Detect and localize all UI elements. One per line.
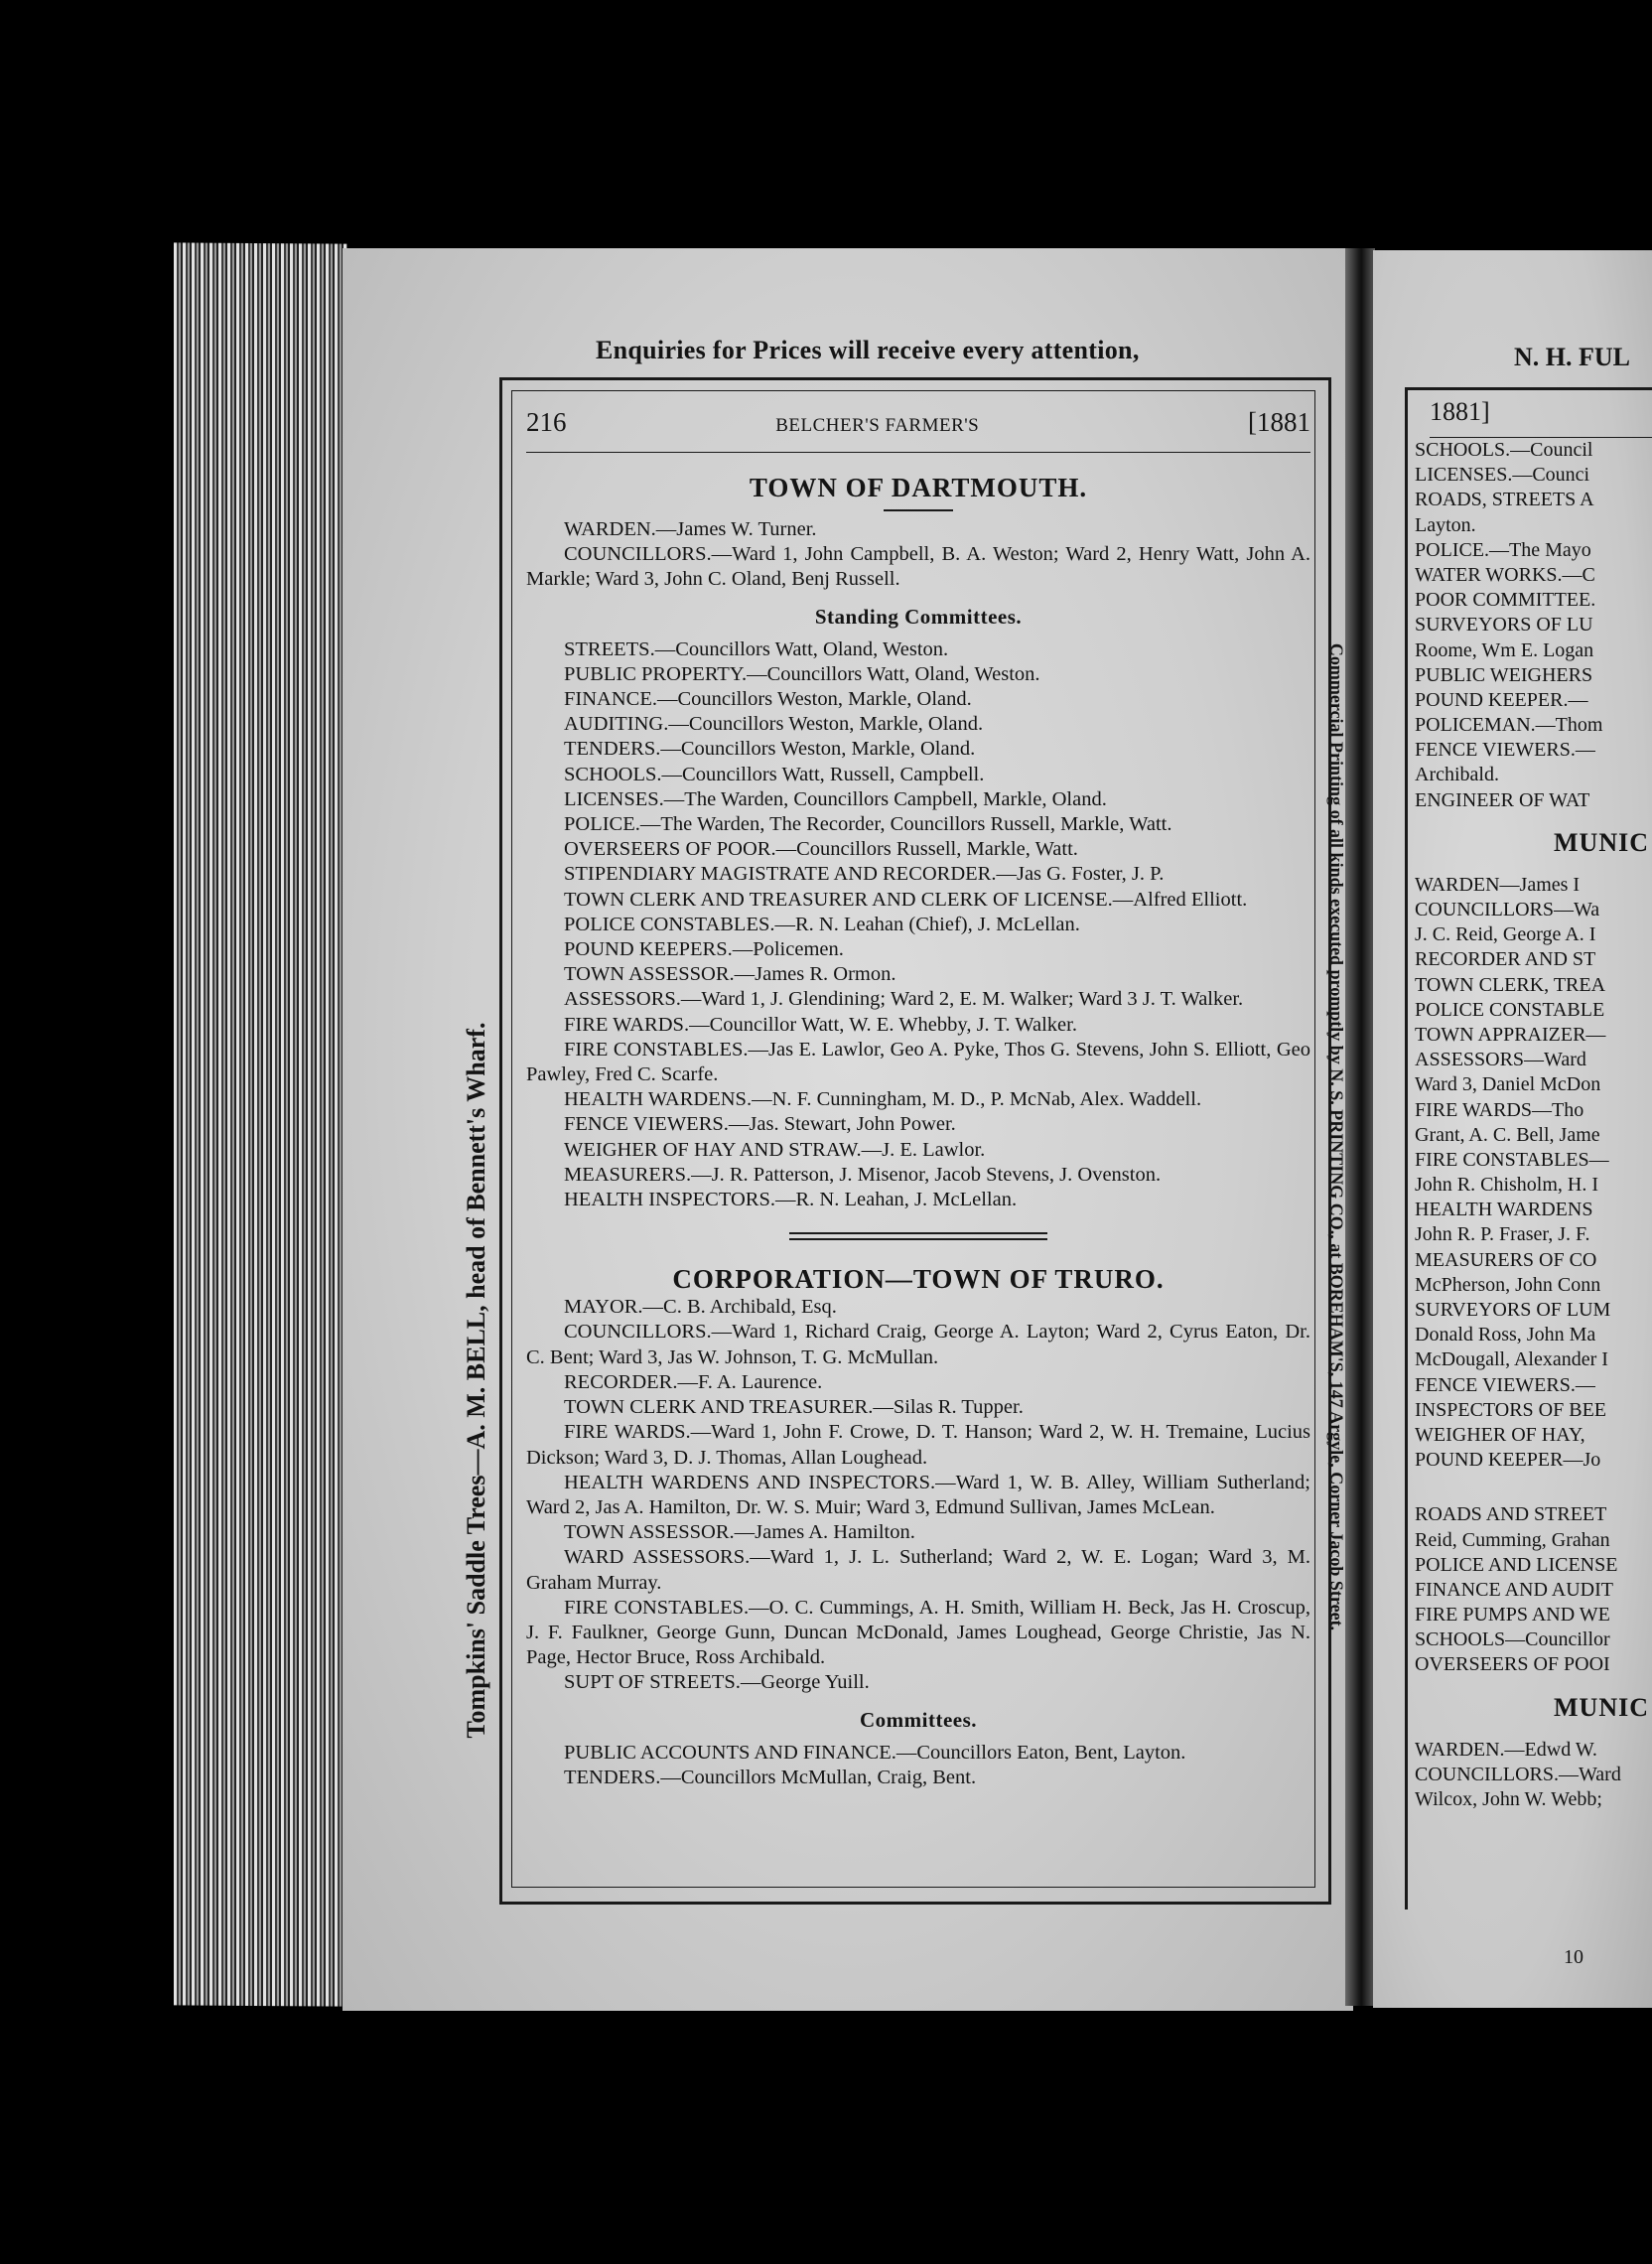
top-banner: Enquiries for Prices will receive every attention, (596, 336, 1140, 364)
directory-entry: SCHOOLS.—Councillors Watt, Russell, Campbell. (564, 763, 985, 785)
right-line: McDougall, Alexander I (1415, 1348, 1608, 1371)
right-line: Reid, Cumming, Grahan (1415, 1528, 1610, 1551)
dartmouth-entries (526, 637, 1310, 1213)
directory-entry: TENDERS.—Councillors McMullan, Craig, Bent. (564, 1766, 977, 1788)
right-line: Donald Ross, John Ma (1415, 1324, 1596, 1346)
section-title-dartmouth: TOWN OF DARTMOUTH. (749, 473, 1088, 502)
standing-committees-heading: Standing Committees. (814, 604, 1023, 629)
right-lines-d (1415, 1738, 1652, 1813)
right-line: Archibald. (1415, 764, 1499, 786)
right-line: HEALTH WARDENS (1415, 1199, 1593, 1221)
directory-entry: STIPENDIARY MAGISTRATE AND RECORDER.—Jas G. Foster, J. P. (564, 863, 1165, 886)
book-gutter (1345, 248, 1375, 2006)
directory-entry: POLICE CONSTABLES.—R. N. Leahan (Chief), J. McLellan. (564, 913, 1080, 935)
directory-entry: FENCE VIEWERS.—Jas. Stewart, John Power. (564, 1113, 956, 1136)
right-page-title: N. H. FUL (1514, 343, 1630, 371)
directory-entry: TOWN CLERK AND TREASURER AND CLERK OF LICENSE.—Alfred Elliott. (564, 888, 1248, 911)
directory-entry: MEASURERS.—J. R. Patterson, J. Misenor, Jacob Stevens, J. Ovenston. (564, 1163, 1162, 1186)
section-title-truro: CORPORATION—TOWN OF TRURO. (672, 1264, 1165, 1295)
directory-entry: AUDITING.—Councillors Weston, Markle, Oland. (564, 713, 984, 736)
directory-entry: TOWN ASSESSOR.—James R. Ormon. (564, 963, 896, 986)
right-line: FENCE VIEWERS.— (1415, 739, 1595, 762)
directory-entry: TOWN CLERK AND TREASURER.—Silas R. Tupper. (564, 1396, 1024, 1419)
right-line: SCHOOLS—Councillor (1415, 1628, 1610, 1651)
right-line: RECORDER AND ST (1415, 948, 1596, 971)
right-line: FINANCE AND AUDIT (1415, 1578, 1613, 1601)
right-line: ROADS, STREETS A (1415, 489, 1594, 511)
directory-entry: WARDEN.—James W. Turner. (564, 518, 817, 540)
section-divider (789, 1232, 1047, 1240)
right-line: POLICE AND LICENSE (1415, 1553, 1618, 1576)
directory-entry: WARD ASSESSORS.—Ward 1, J. L. Sutherland; Ward 2, W. E. Logan; Ward 3, M. Graham Murray. (526, 1546, 1310, 1594)
running-title: BELCHER'S FARMER'S (775, 415, 980, 436)
truro-entries (526, 1295, 1310, 1695)
right-line: ASSESSORS—Ward (1415, 1049, 1586, 1071)
right-line: SURVEYORS OF LU (1415, 614, 1593, 637)
right-footer-number: 10 (1564, 1946, 1583, 1968)
directory-entry: FIRE WARDS.—Councillor Watt, W. E. Whebby, J. T. Walker. (564, 1013, 1077, 1036)
directory-entry: HEALTH INSPECTORS.—R. N. Leahan, J. McLellan. (564, 1189, 1018, 1211)
right-line: ENGINEER OF WAT (1415, 788, 1590, 811)
right-line: OVERSEERS OF POOI (1415, 1653, 1610, 1676)
right-line: John R. Chisholm, H. I (1415, 1174, 1599, 1197)
right-line: POUND KEEPER—Jo (1415, 1449, 1601, 1472)
right-line: FIRE PUMPS AND WE (1415, 1604, 1610, 1627)
right-line: Ward 3, Daniel McDon (1415, 1073, 1601, 1096)
right-lines-b (1415, 873, 1652, 1474)
right-line: Layton. (1415, 513, 1476, 536)
directory-entry: FIRE CONSTABLES.—O. C. Cummings, A. H. Smith, William H. Beck, Jas H. Croscup, J. F. Faulkner, George Gunn, Duncan McDonald, James Loughead, George Christie, Jas N. Page, Hector Bruce, Ross Archibald. (526, 1596, 1310, 1669)
right-line: FENCE VIEWERS.— (1415, 1373, 1595, 1396)
truro-committees (526, 1741, 1310, 1790)
book-page-edges (174, 242, 347, 2006)
directory-entry: WEIGHER OF HAY AND STRAW.—J. E. Lawlor. (564, 1138, 986, 1161)
right-line: WATER WORKS.—C (1415, 563, 1595, 586)
right-line: WARDEN.—Edwd W. (1415, 1738, 1597, 1761)
title-rule (884, 509, 953, 511)
right-line: Roome, Wm E. Logan (1415, 638, 1594, 661)
right-line: TOWN APPRAIZER— (1415, 1023, 1606, 1046)
right-line: POLICEMAN.—Thom (1415, 714, 1603, 737)
right-line: WARDEN—James I (1415, 873, 1581, 896)
right-line: INSPECTORS OF BEE (1415, 1398, 1607, 1421)
directory-entry: SUPT OF STREETS.—George Yuill. (564, 1671, 870, 1694)
directory-entry: HEALTH WARDENS.—N. F. Cunningham, M. D., P. McNab, Alex. Waddell. (564, 1088, 1202, 1111)
right-line: McPherson, John Conn (1415, 1273, 1601, 1296)
right-margin-advertisement: Commercial Printing of all kinds executed promptly by N. S. PRINTING CO., at BOREHAM'S, 147 Argyle, Corner Jacob Street. (1326, 642, 1347, 1631)
directory-entry: FIRE CONSTABLES.—Jas E. Lawlor, Geo A. Pyke, Thos G. Stevens, John S. Elliott, Geo Pawley, Fred C. Scarfe. (526, 1038, 1310, 1086)
directory-entry: POUND KEEPERS.—Policemen. (564, 938, 844, 961)
right-line: POLICE.—The Mayo (1415, 538, 1591, 561)
directory-entry: POLICE.—The Warden, The Recorder, Councillors Russell, Markle, Watt. (564, 813, 1172, 836)
right-page-content (1415, 397, 1652, 1812)
page-content (526, 397, 1310, 1790)
directory-entry: FINANCE.—Councillors Weston, Markle, Oland. (564, 688, 972, 711)
right-line: MEASURERS OF CO (1415, 1248, 1597, 1271)
directory-entry: MAYOR.—C. B. Archibald, Esq. (564, 1296, 837, 1319)
right-line: ROADS AND STREET (1415, 1503, 1607, 1526)
directory-entry: PUBLIC PROPERTY.—Councillors Watt, Oland, Weston. (564, 662, 1040, 685)
right-line: Wilcox, John W. Webb; (1415, 1788, 1602, 1810)
running-header (526, 397, 1310, 453)
directory-entry: ASSESSORS.—Ward 1, J. Glendining; Ward 2, E. M. Walker; Ward 3 J. T. Walker. (564, 988, 1244, 1011)
right-line: John R. P. Fraser, J. F. (1415, 1223, 1590, 1246)
directory-entry: LICENSES.—The Warden, Councillors Campbell, Markle, Oland. (564, 787, 1107, 810)
right-line: SURVEYORS OF LUM (1415, 1299, 1611, 1321)
right-line: COUNCILLORS.—Ward (1415, 1763, 1621, 1785)
directory-entry: HEALTH WARDENS AND INSPECTORS.—Ward 1, W. B. Alley, William Sutherland; Ward 2, Jas A. Hamilton, Dr. W. S. Muir; Ward 3, Edmund Sullivan, James McLean. (526, 1471, 1310, 1518)
directory-entry: STREETS.—Councillors Watt, Oland, Weston. (564, 637, 949, 660)
directory-entry: PUBLIC ACCOUNTS AND FINANCE.—Councillors Eaton, Bent, Layton. (564, 1741, 1186, 1764)
right-line: TOWN CLERK, TREA (1415, 973, 1606, 996)
directory-entry: COUNCILLORS.—Ward 1, Richard Craig, George A. Layton; Ward 2, Cyrus Eaton, Dr. C. Bent; Ward 3, Jas W. Johnson, T. G. McMullan. (526, 1321, 1310, 1368)
right-line: POOR COMMITTEE. (1415, 589, 1596, 612)
right-heading-a: MUNIC (1554, 827, 1649, 857)
right-line: Grant, A. C. Bell, Jame (1415, 1123, 1600, 1146)
left-margin-advertisement: Tompkins' Saddle Trees—A. M. BELL, head of Bennett's Wharf. (462, 1022, 490, 1739)
right-heading-b: MUNIC (1554, 1692, 1649, 1722)
directory-entry: RECORDER.—F. A. Laurence. (564, 1370, 823, 1393)
right-lines-a (1415, 438, 1652, 813)
committees-heading: Committees. (859, 1707, 978, 1732)
right-lines-c (1415, 1502, 1652, 1677)
directory-entry: TENDERS.—Councillors Weston, Markle, Oland. (564, 738, 976, 761)
dartmouth-intro (526, 517, 1310, 593)
right-line: POUND KEEPER.— (1415, 688, 1588, 711)
directory-entry: OVERSEERS OF POOR.—Councillors Russell, Markle, Watt. (564, 838, 1078, 861)
right-line: POLICE CONSTABLE (1415, 998, 1605, 1021)
right-line: SCHOOLS.—Council (1415, 439, 1593, 461)
directory-entry: FIRE WARDS.—Ward 1, John F. Crowe, D. T. Hanson; Ward 2, W. H. Tremaine, Lucius Dickson; Ward 3, D. J. Thomas, Allan Loughead. (526, 1421, 1310, 1469)
right-line: LICENSES.—Counci (1415, 464, 1590, 487)
right-line: PUBLIC WEIGHERS (1415, 663, 1593, 686)
right-line: FIRE WARDS—Tho (1415, 1098, 1584, 1121)
directory-entry: COUNCILLORS.—Ward 1, John Campbell, B. A. Weston; Ward 2, Henry Watt, John A. Markle; Ward 3, John C. Oland, Benj Russell. (526, 543, 1310, 591)
right-line: WEIGHER OF HAY, (1415, 1423, 1585, 1446)
right-line: FIRE CONSTABLES— (1415, 1148, 1609, 1171)
directory-entry: TOWN ASSESSOR.—James A. Hamilton. (564, 1521, 915, 1544)
right-line: COUNCILLORS—Wa (1415, 899, 1600, 920)
header-year: [1881 (1247, 407, 1310, 437)
page-number: 216 (526, 407, 567, 437)
right-header-year: 1881] (1430, 397, 1652, 438)
right-line: J. C. Reid, George A. I (1415, 923, 1596, 946)
